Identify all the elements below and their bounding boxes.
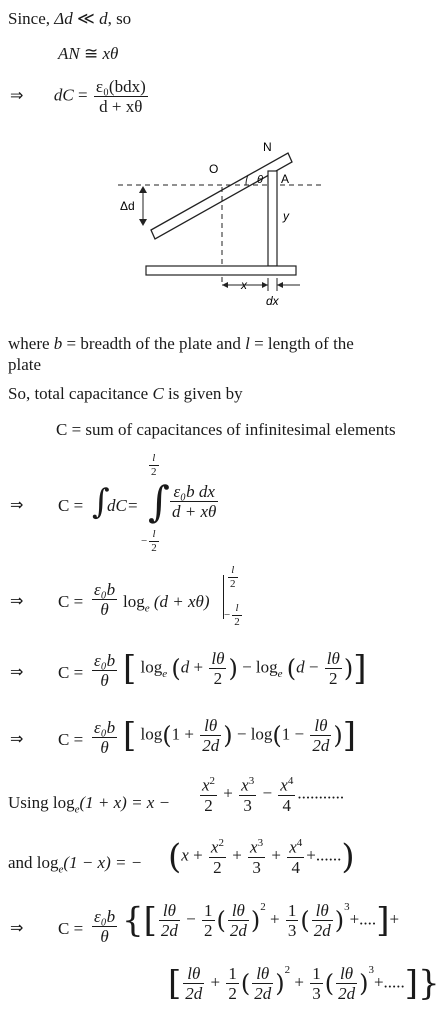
so-total-line [8,385,243,402]
final-bracket-1: {[ $\frac{l\theta}{2d}$ − $\frac{1}{2}$ ( $\frac{l\theta}{2d}$ )$^2$ + $\frac{1}{3}$ ( $\frac{l\theta}{2d}$ )$^3$+....]+ [122,900,400,941]
label-x: x [241,278,247,292]
c-symbol: C [152,384,164,403]
an-rhs: xθ [102,44,119,63]
b-symbol: b [53,334,63,353]
eps-b-theta: $\frac{\text{ε₀b}}{\theta}$ [94,718,116,757]
log-equation-3 [10,715,430,765]
upper-limit: $\frac{l}{2}$ [151,452,157,478]
dc-lhs: dC [53,85,74,105]
vertical-strip [268,171,277,266]
series-1 [8,776,428,826]
implies-arrow: ⇒ [10,495,24,514]
log-equation [10,564,430,633]
label-o: O [209,162,219,176]
bottom-plate [146,266,296,275]
series-2 [8,838,428,888]
final-equation [10,900,430,956]
bracket-expression: [ $\log_e (d$ + $\frac{l\theta}{2}$ ) − $\log_e (d$ − $\frac{l\theta}{2}$ )] [123,648,367,689]
equals: = [128,496,138,515]
c-lhs: C = [58,496,84,515]
series-2-terms: (x + $\frac{x^2}{2}$ + $\frac{x^3}{3}$ + $\frac{x^4}{4}$ +......) [168,836,355,877]
d-symbol: d [99,9,108,28]
since-text: Since, [8,9,55,28]
lower-limit: − $\frac{l}{2}$ [224,602,240,628]
given-by-text: is given by [163,384,243,403]
dc-denominator: d + xθ [99,97,143,116]
breadth-text: = breadth of the plate and [62,334,246,353]
final-equation-2: [ $\frac{l\theta}{2d}$ + $\frac{1}{2}$ ( $\frac{l\theta}{2d}$ )$^2$ + $\frac{1}{3}$ ( $\frac{l\theta}{2d}$ )$^3$+.....]} [168,963,440,1004]
upper-limit: $\frac{l}{2}$ [230,564,236,590]
integrand-fraction: $\frac{\text{ε₀b dx}}{d + x\theta}$ [172,482,217,521]
log-term: $\log_e (d + x\theta)$ [123,592,210,615]
bracket-expression: [ log(1 + $\frac{l\theta}{2d}$ ) − log(1 − $\frac{l\theta}{2d}$ )] [123,715,357,756]
dc-numerator: ε₀(bdx) [95,77,146,96]
sum-line: C = sum of capacitances of infinitesimal elements [56,420,396,439]
where-line [8,335,354,352]
series-1-lhs: Using $\log_e(1 + x) = x$ − [8,793,171,816]
l-symbol: l [245,334,250,353]
label-a: A [281,172,290,186]
plate-line: plate [8,355,42,374]
dc-term: dC [107,496,127,515]
log-equation-2 [10,648,430,698]
implies-arrow: ⇒ [10,591,24,610]
implies-arrow: ⇒ [10,85,24,105]
label-dx: dx [266,294,279,308]
c-lhs: C = [58,592,84,611]
series-2-lhs: and $\log_e(1 - x)$ = − [8,853,143,876]
an-lhs: AN [58,44,80,63]
series-1-terms: $\frac{x^2}{2}$ + $\frac{x^3}{3}$ − $\frac{x^4}{4}$ ........... [202,775,345,815]
label-n: N [263,140,272,154]
integral-sign: ∫ [92,482,110,522]
implies-arrow: ⇒ [10,662,24,681]
c-lhs: C = [58,663,84,682]
label-theta: θ [257,174,263,186]
integral-equation [10,452,430,555]
definite-integral-sign: ∫ [148,477,170,526]
eps-b-theta: $\frac{\text{ε₀b}}{\theta}$ [94,907,116,946]
so-text: , so [107,9,132,28]
implies-arrow: ⇒ [10,918,24,937]
since-line [8,10,131,27]
capacitor-diagram [0,135,432,310]
where-text: where [8,334,54,353]
implies-arrow: ⇒ [10,729,24,748]
eps-b-theta: $\frac{\text{ε₀b}}{\theta}$ [94,580,116,619]
approx-symbol: ≅ [83,44,99,63]
label-delta-d: Δd [120,199,135,213]
label-y: y [283,209,289,223]
so-total-text: So, total capacitance [8,384,153,403]
delta-d: Δd [54,9,73,28]
dc-equation [10,78,150,115]
dc-fraction [94,78,148,115]
equals: = [78,85,88,105]
length-text: = length of the [249,334,354,353]
eps-b-theta: $\frac{\text{ε₀b}}{\theta}$ [94,651,116,690]
lower-limit: − $\frac{l}{2}$ [141,528,157,554]
much-less-symbol: ≪ [77,9,95,28]
c-lhs: C = [58,730,84,749]
an-equation [58,45,118,62]
c-lhs: C = [58,919,84,938]
